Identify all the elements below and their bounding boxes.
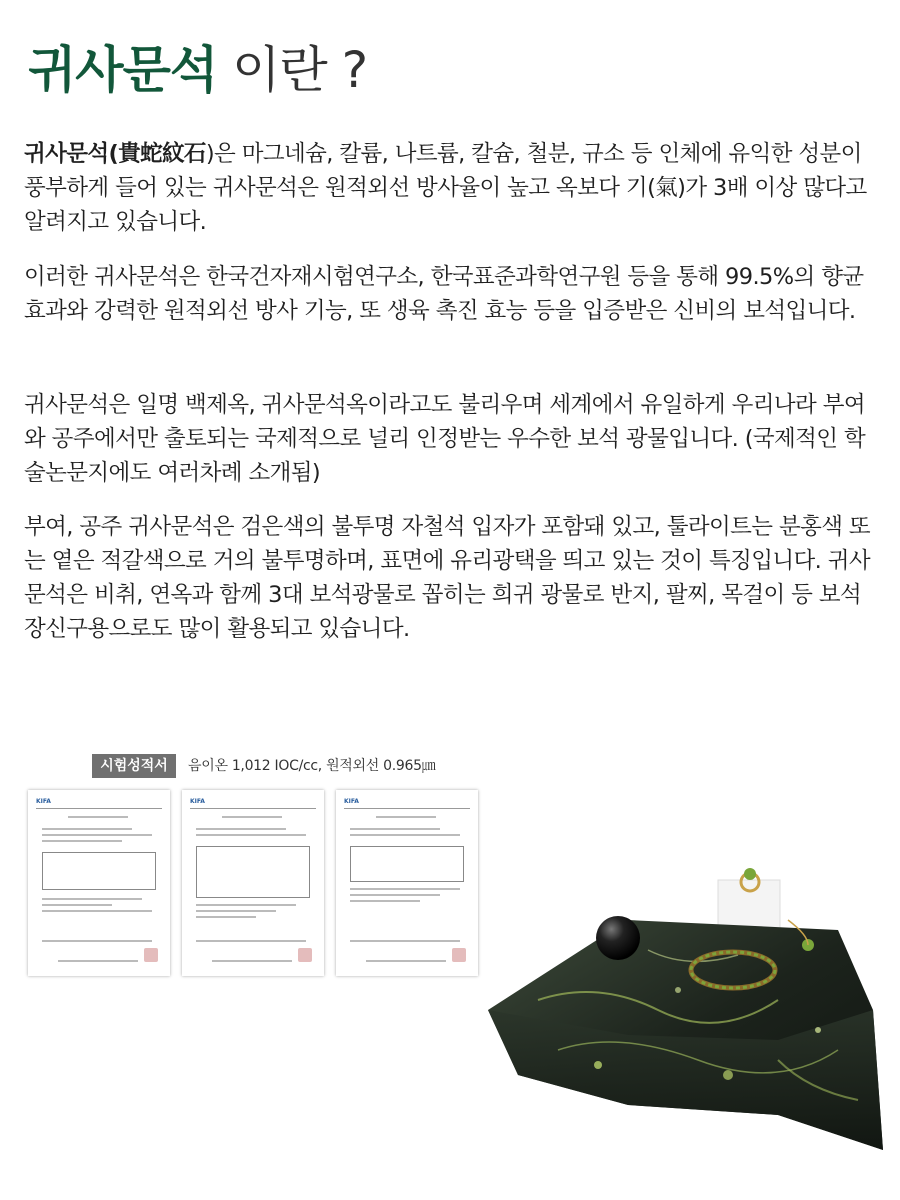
certificate-logo: KIFA <box>36 798 51 805</box>
certificate-logo: KIFA <box>190 798 205 805</box>
paragraph-origin: 귀사문석은 일명 백제옥, 귀사문석옥이라고도 불리우며 세계에서 유일하게 우리나라 부여와 공주에서만 출토되는 국제적으로 널리 인정받는 우수한 보석 광물입니다. (국제적인 학술논문지에도 여러차례 소개됨) <box>24 392 866 486</box>
paragraph-intro-bold: 귀사문석(貴蛇紋石 <box>24 141 206 167</box>
certificate-sheet-2 <box>182 790 324 976</box>
paragraph-certification: 이러한 귀사문석은 한국건자재시험연구소, 한국표준과학연구원 등을 통해 99.5%의 향균 효과와 강력한 원적외선 방사 기능, 또 생육 촉진 효능 등을 입증받은 신비의 보석입니다. <box>24 264 864 324</box>
product-image <box>478 860 898 1160</box>
paragraph-intro <box>24 137 884 239</box>
certificate-sheet-1 <box>28 790 170 976</box>
page-title <box>28 38 367 102</box>
title-rest: 이란 ? <box>217 41 368 99</box>
certificate-logo: KIFA <box>344 798 359 805</box>
title-highlight: 귀사문석 <box>28 41 218 99</box>
certificate-label: 시험성적서 <box>92 754 176 778</box>
paragraph-intro-text: )은 마그네슘, 칼륨, 나트륨, 칼슘, 철분, 규소 등 인체에 유익한 성분이 풍부하게 들어 있는 귀사문석은 원적외선 방사율이 높고 옥보다 기(氣)가 3배 이상 많다고 알려지고 있습니다. <box>24 141 867 235</box>
certificate-sheet-3 <box>336 790 478 976</box>
serpentine-stone-illustration <box>478 860 898 1160</box>
certificate-caption: 음이온 1,012 IOC/cc, 원적외선 0.965㎛ <box>188 758 436 774</box>
paragraph-features: 부여, 공주 귀사문석은 검은색의 불투명 자철석 입자가 포함돼 있고, 툴라이트는 분홍색 또는 옅은 적갈색으로 거의 불투명하며, 표면에 유리광택을 띄고 있는 것이 특징입니다. 귀사문석은 비취, 연옥과 함께 3대 보석광물로 꼽히는 희귀 광물로 반지, 팔찌, 목걸이 등 보석 장신구용으로도 많이 활용되고 있습니다. <box>24 514 871 642</box>
